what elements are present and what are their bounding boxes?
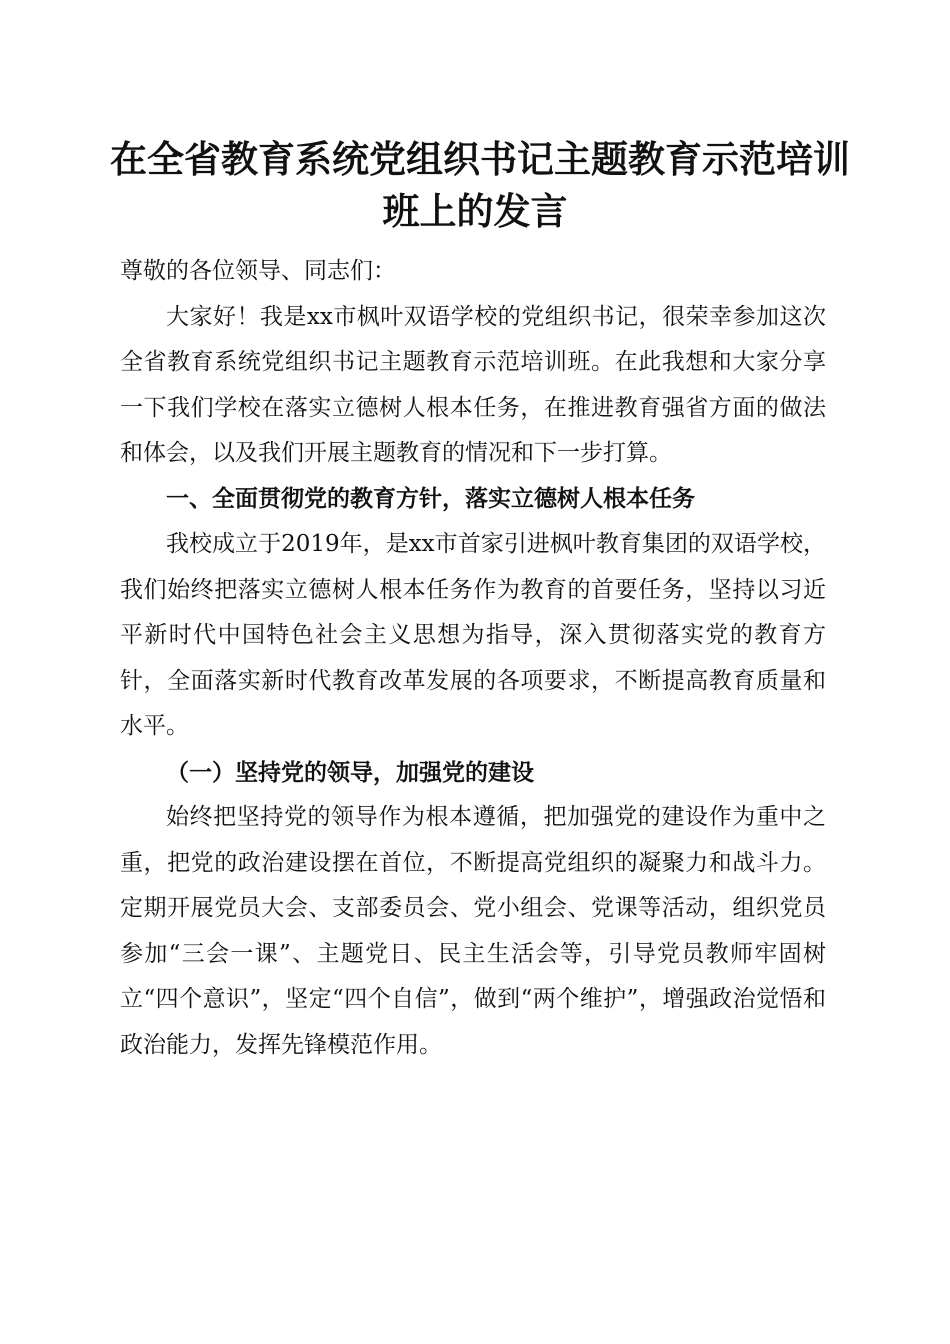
subsection-heading-1: （一）坚持党的领导，加强党的建设: [166, 758, 534, 786]
document-title: [110, 133, 850, 237]
title-line-1: 在全省教育系统党组织书记主题教育示范培训: [110, 137, 850, 181]
intro-paragraph: 大家好！我是xx市枫叶双语学校的党组织书记，很荣幸参加这次全省教育系统党组织书记主题教育示范培训班。在此我想和大家分享一下我们学校在落实立德树人根本任务，在推进教育强省方面的做法和体会，以及我们开展主题教育的情况和下一步打算。: [120, 303, 826, 466]
body-paragraph-2: 始终把坚持党的领导作为根本遵循，把加强党的建设作为重中之重，把党的政治建设摆在首位，不断提高党组织的凝聚力和战斗力。定期开展党员大会、支部委员会、党小组会、党课等活动，组织党员参加“三会一课”、主题党日、民主生活会等，引导党员教师牢固树立“四个意识”，坚定“四个自信”，做到“两个维护”，增强政治觉悟和政治能力，发挥先锋模范作用。: [120, 804, 826, 1058]
title-line-2: 班上的发言: [382, 189, 568, 233]
body-paragraph-1: 我校成立于2019年，是xx市首家引进枫叶教育集团的双语学校，我们始终把落实立德树人根本任务作为教育的首要任务，坚持以习近平新时代中国特色社会主义思想为指导，深入贯彻落实党的教育方针，全面落实新时代教育改革发展的各项要求，不断提高教育质量和水平。: [120, 531, 826, 739]
document-body: [120, 249, 826, 1068]
salutation: 尊敬的各位领导、同志们：: [120, 258, 396, 284]
section-heading-1: 一、全面贯彻党的教育方针，落实立德树人根本任务: [166, 485, 695, 512]
